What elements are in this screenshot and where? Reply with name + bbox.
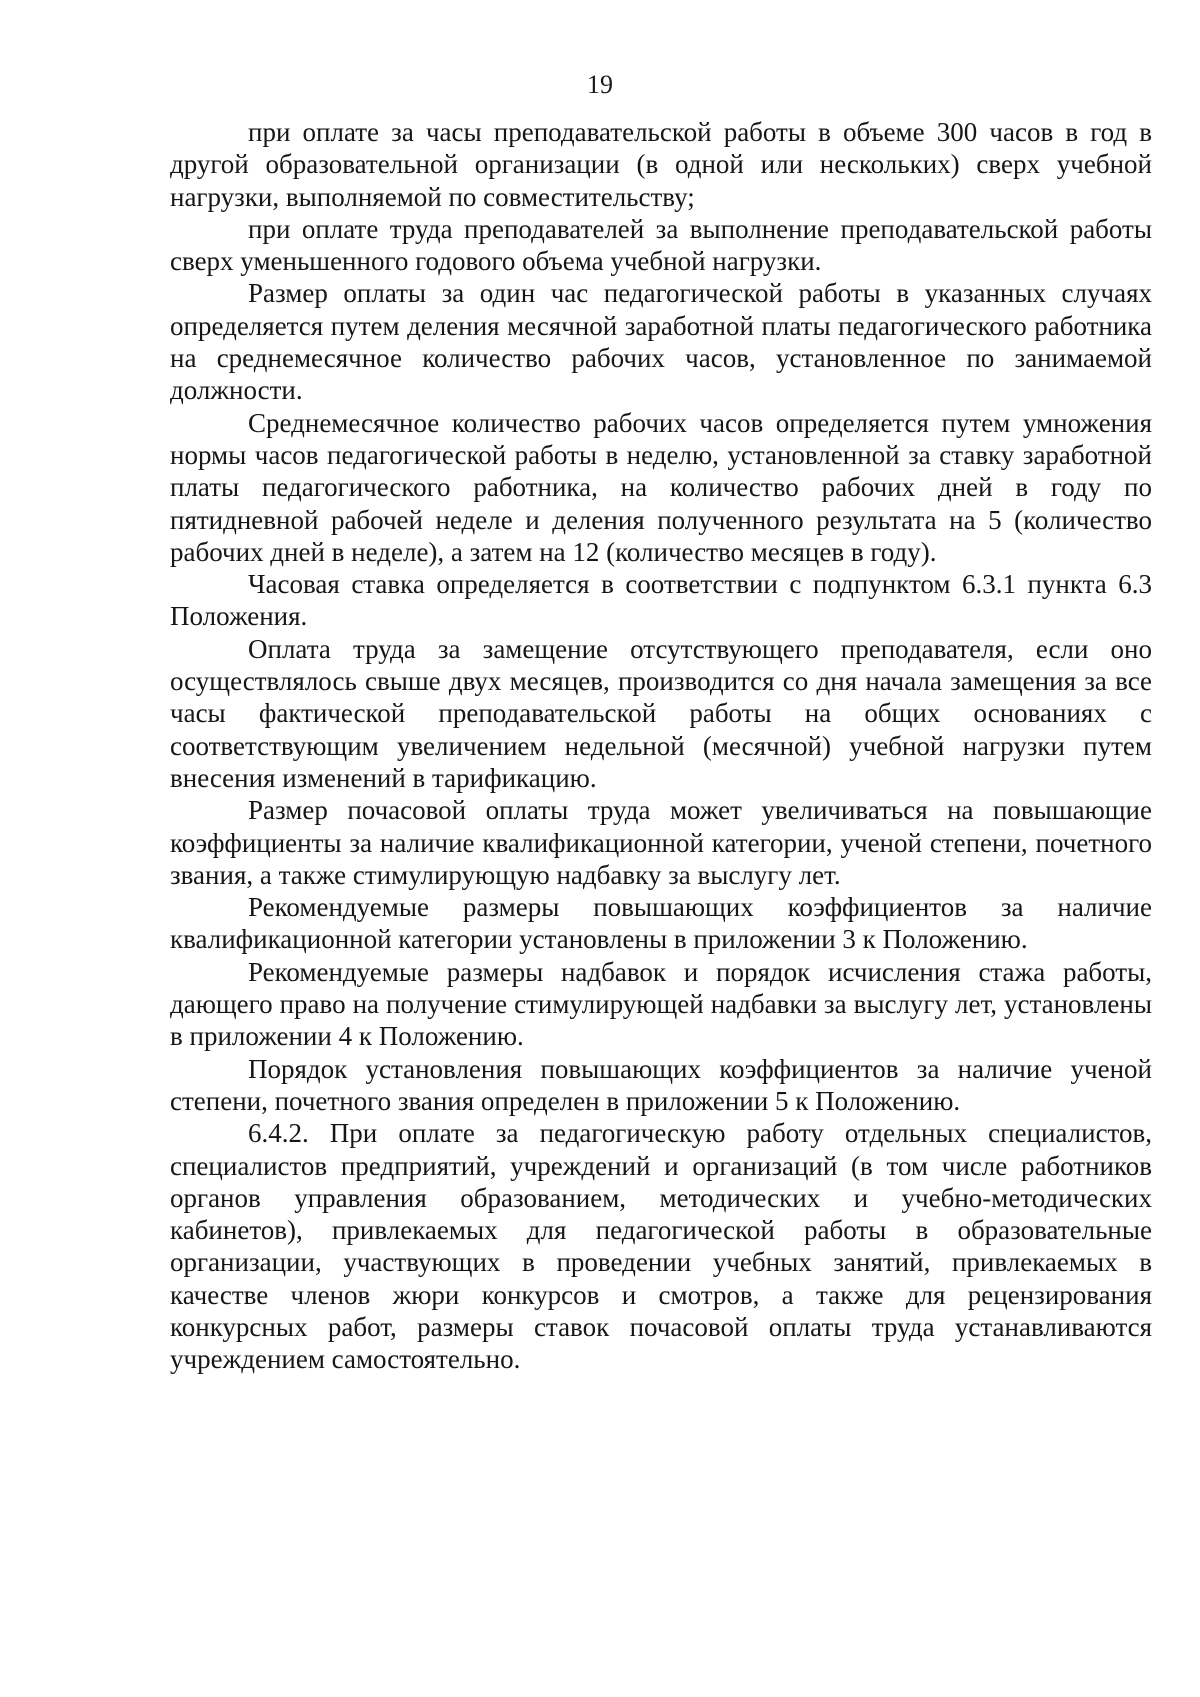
paragraph: Порядок установления повышающих коэффициентов за наличие ученой степени, почетного звания определен в приложении 5 к Положению.	[170, 1053, 1152, 1116]
paragraph: Часовая ставка определяется в соответствии с подпунктом 6.3.1 пункта 6.3 Положения.	[170, 569, 1152, 632]
paragraph: при оплате за часы преподавательской работы в объеме 300 часов в год в другой образовательной организации (в одной или нескольких) сверх учебной нагрузки, выполняемой по совместительству;	[170, 117, 1152, 212]
paragraph: при оплате труда преподавателей за выполнение преподавательской работы сверх уменьшенного годового объема учебной нагрузки.	[170, 213, 1152, 277]
document-body	[170, 116, 1152, 1376]
paragraph: Оплата труда за замещение отсутствующего преподавателя, если оно осуществлялось свыше двух месяцев, производится со дня начала замещения за все часы фактической преподавательской работы на общих основаниях с соответствующим увеличением недельной (месячной) учебной нагрузки путем внесения изменений в тарификацию.	[170, 633, 1152, 793]
page-number: 19	[587, 70, 613, 99]
paragraph: Размер почасовой оплаты труда может увеличиваться на повышающие коэффициенты за наличие квалификационной категории, ученой степени, почетного звания, а также стимулирующую надбавку за выслугу лет.	[170, 795, 1152, 890]
paragraph: Рекомендуемые размеры надбавок и порядок исчисления стажа работы, дающего право на получение стимулирующей надбавки за выслугу лет, установлены в приложении 4 к Положению.	[170, 956, 1152, 1052]
paragraph: 6.4.2. При оплате за педагогическую работу отдельных специалистов, специалистов предприятий, учреждений и организаций (в том числе работников органов управления образованием, методических и учебно-методических кабинетов), привлекаемых для педагогической работы в образовательные организации, участвующих в проведении учебных занятий, привлекаемых в качестве членов жюри конкурсов и смотров, а также для рецензирования конкурсных работ, размеры ставок почасовой оплаты труда устанавливаются учреждением самостоятельно.	[170, 1118, 1152, 1375]
paragraph: Среднемесячное количество рабочих часов определяется путем умножения нормы часов педагогической работы в неделю, установленной за ставку заработной платы педагогического работника, на количество рабочих дней в году по пятидневной рабочей неделе и деления полученного результата на 5 (количество рабочих дней в неделе), а затем на 12 (количество месяцев в году).	[170, 407, 1152, 567]
paragraph: Размер оплаты за один час педагогической работы в указанных случаях определяется путем деления месячной заработной платы педагогического работника на среднемесячное количество рабочих часов, установленное по занимаемой должности.	[170, 278, 1152, 406]
paragraph: Рекомендуемые размеры повышающих коэффициентов за наличие квалификационной категории установлены в приложении 3 к Положению.	[170, 892, 1152, 955]
